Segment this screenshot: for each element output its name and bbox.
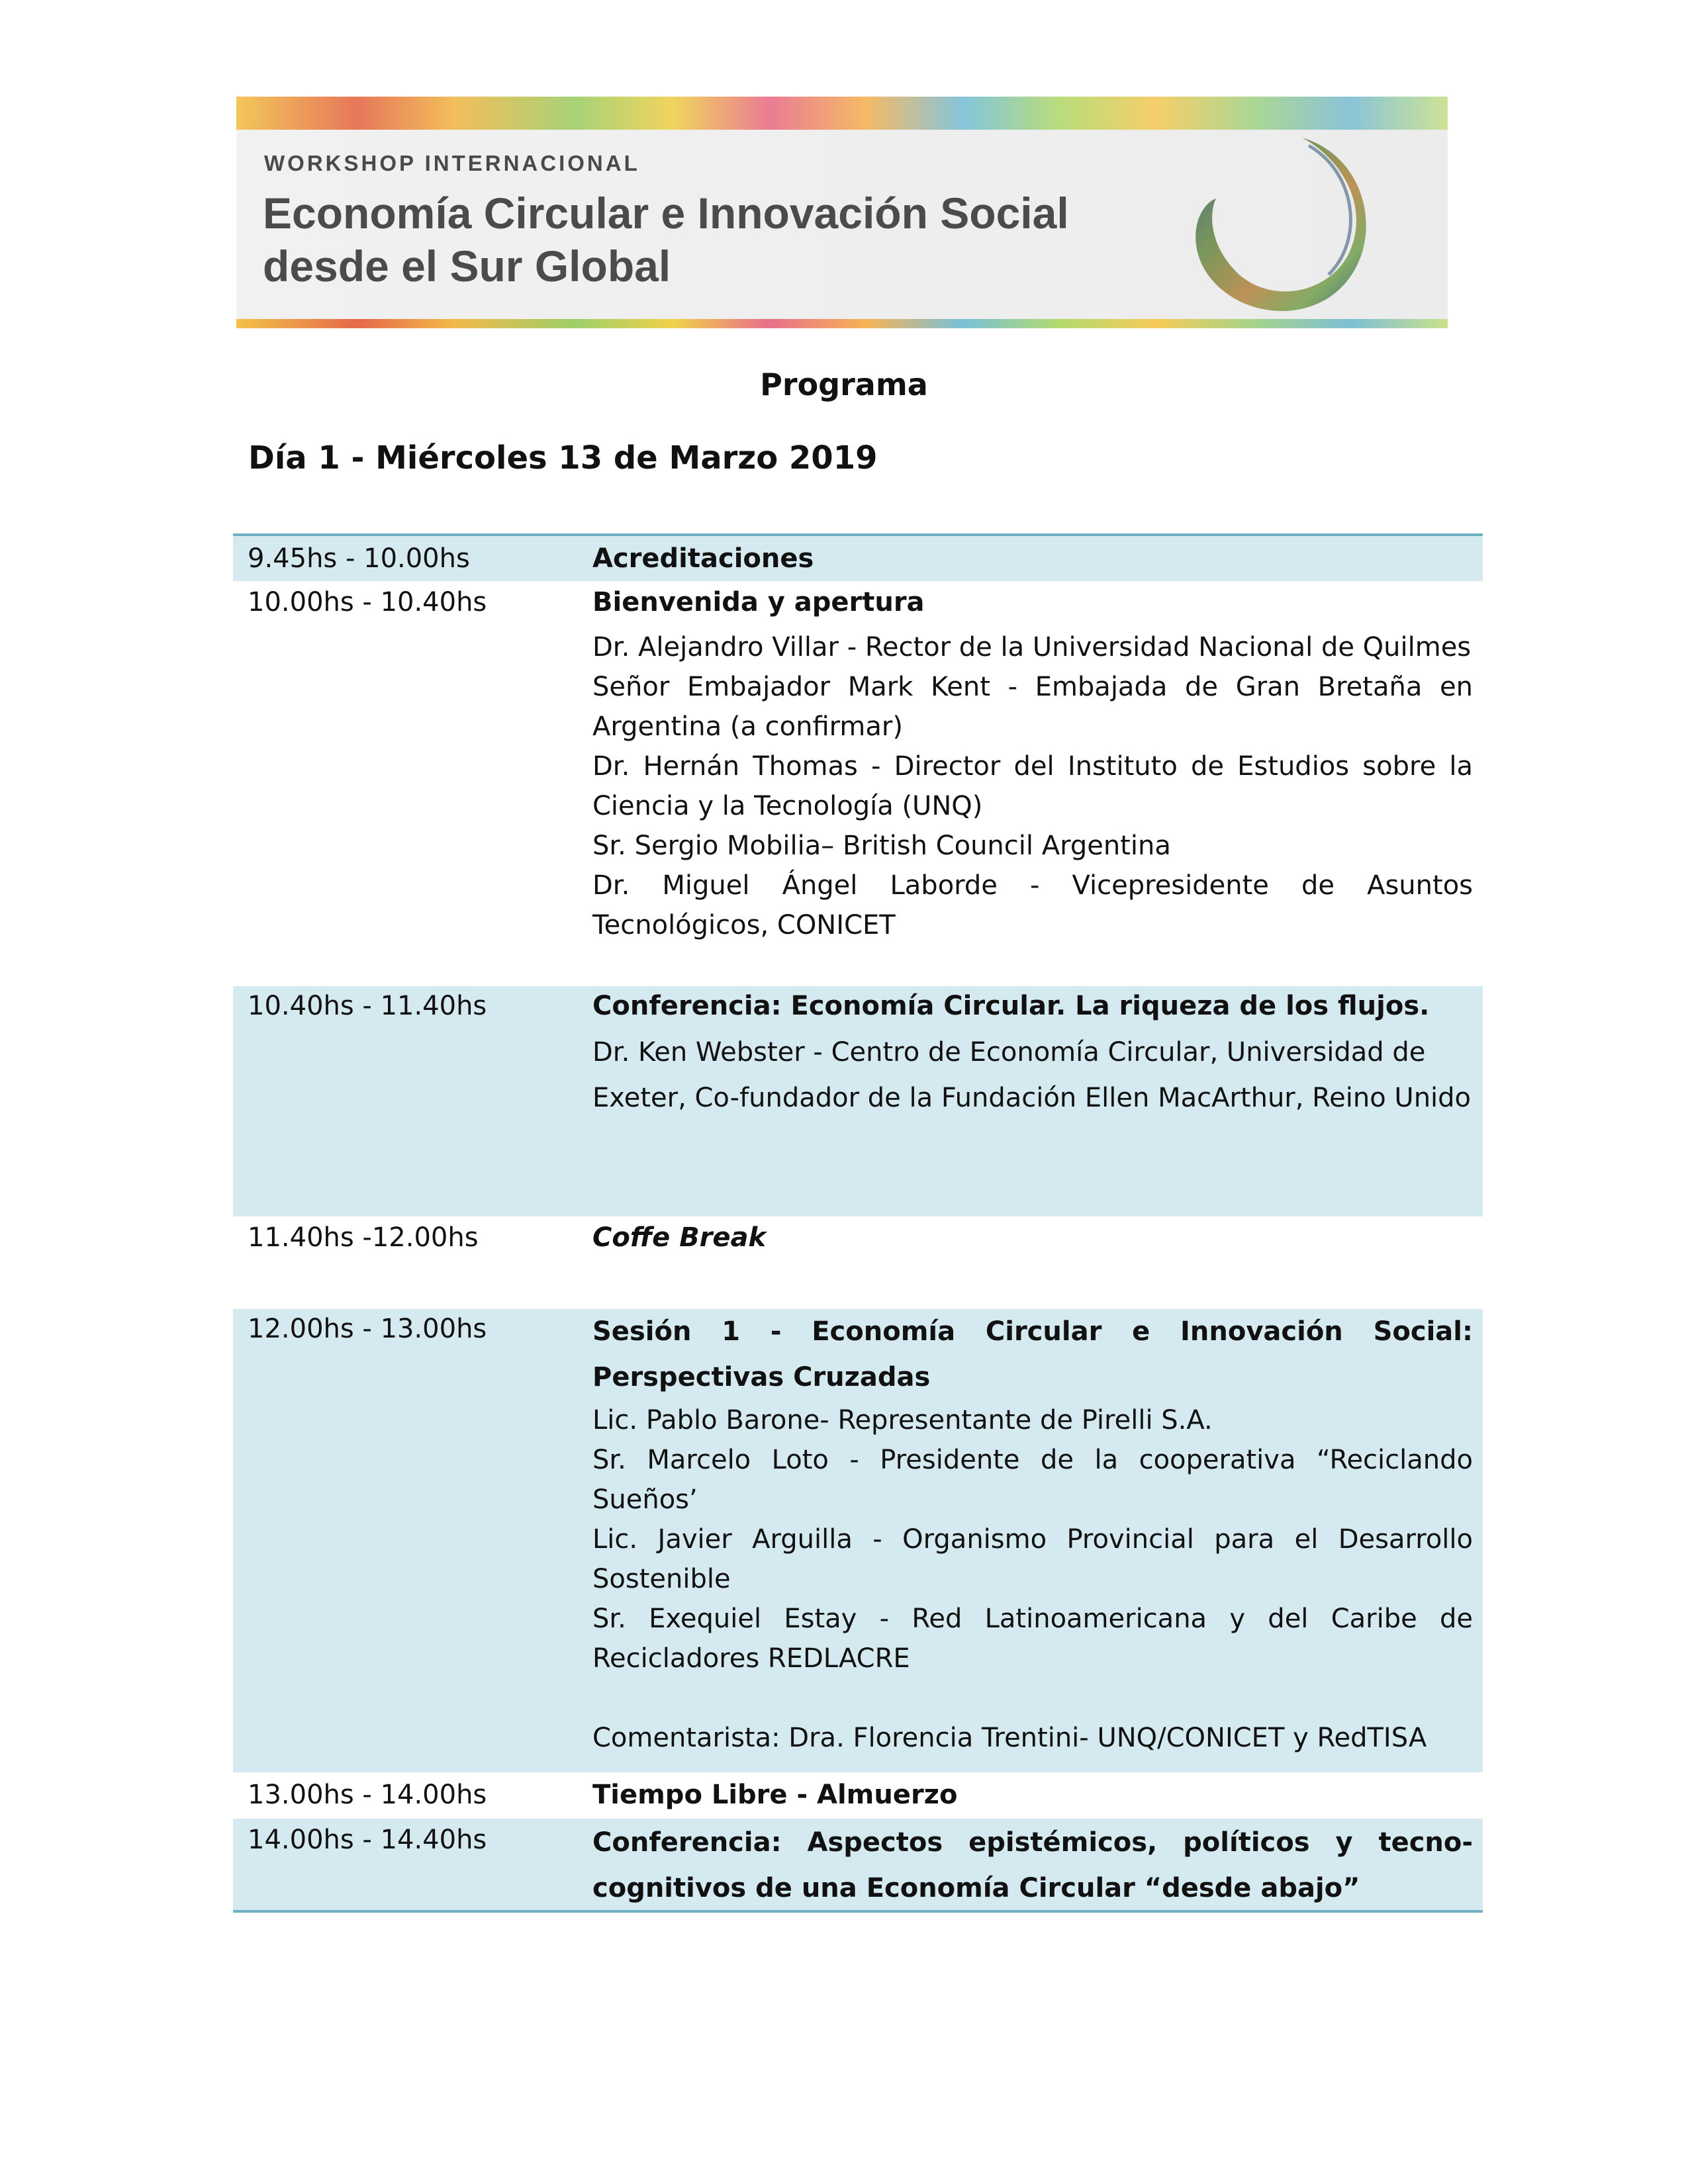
schedule-row-lunch [233,1772,1483,1819]
row-content [592,986,1473,1121]
row-title: Bienvenida y apertura [592,587,925,617]
speaker-line: Señor Embajador Mark Kent - Embajada de Gran Bretaña en Argentina (a confirmar) [592,672,1473,742]
speaker-line: Lic. Javier Arguilla - Organismo Provincial para el Desarrollo Sostenible [592,1524,1473,1594]
schedule-row-keynote-webster [233,986,1483,1216]
schedule-row-accreditation [233,536,1483,581]
row-time: 10.00hs - 10.40hs [248,587,487,617]
row-title: Tiempo Libre - Almuerzo [592,1780,958,1810]
speaker-line: Sr. Marcelo Loto - Presidente de la cooperativa “Reciclando Sueños’ [592,1445,1473,1515]
banner-color-stripe-top [236,97,1448,130]
table-bottom-rule [233,1910,1483,1913]
circular-swirl-logo-icon [1176,132,1395,318]
banner-title-line-1: Economía Circular e Innovación Social [263,189,1069,238]
schedule-row-coffee-break [233,1216,1483,1309]
row-title: Conferencia: Aspectos epistémicos, políticos y tecno-cognitivos de una Economía Circular “desde abajo” [592,1827,1473,1903]
row-title: Acreditaciones [592,543,814,574]
speaker-line: Sr. Exequiel Estay - Red Latinoamericana y del Caribe de Recicladores REDLACRE [592,1604,1473,1674]
schedule-row-welcome [233,581,1483,953]
speaker-line: Lic. Pablo Barone- Representante de Pirelli S.A. [592,1405,1213,1435]
speaker-line: Sr. Sergio Mobilia– British Council Argentina [592,831,1171,861]
banner-color-stripe-bottom [236,319,1448,328]
speaker-line: Dr. Ken Webster - Centro de Economía Circular, Universidad de Exeter, Co-fundador de la Fundación Ellen MacArthur, Reino Unido [592,1037,1472,1113]
row-time: 13.00hs - 14.00hs [248,1780,487,1810]
workshop-banner [236,97,1448,328]
row-content [592,1218,1473,1257]
row-title: Conferencia: Economía Circular. La riqueza de los flujos. [592,991,1430,1021]
banner-kicker: WORKSHOP INTERNACIONAL [264,151,640,175]
speaker-line: Dr. Alejandro Villar - Rector de la Universidad Nacional de Quilmes [592,632,1472,662]
schedule-row-keynote-epistemic [233,1819,1483,1910]
row-content [592,1775,1473,1815]
commentator-line: Comentarista: Dra. Florencia Trentini- UNQ/CONICET y RedTISA [592,1723,1427,1753]
schedule-row-session-1 [233,1309,1483,1772]
row-title: Coffe Break [592,1222,767,1253]
row-content [592,539,1473,578]
spacer [592,1678,1473,1718]
row-content [592,1820,1473,1911]
banner-title-line-2: desde el Sur Global [263,242,671,291]
row-content [592,1309,1473,1758]
day-heading: Día 1 - Miércoles 13 de Marzo 2019 [248,439,878,477]
row-time: 9.45hs - 10.00hs [248,543,470,574]
row-time: 10.40hs - 11.40hs [248,991,487,1021]
speaker-line: Dr. Miguel Ángel Laborde - Vicepresidente de Asuntos Tecnológicos, CONICET [592,870,1473,940]
row-time: 12.00hs - 13.00hs [248,1314,487,1344]
row-time: 14.00hs - 14.40hs [248,1825,487,1855]
speaker-line: Dr. Hernán Thomas - Director del Instituto de Estudios sobre la Ciencia y la Tecnología (UNQ) [592,751,1473,821]
row-content [592,582,1473,945]
page-title: Programa [760,367,928,402]
row-title: Sesión 1 - Economía Circular e Innovación Social: Perspectivas Cruzadas [592,1316,1473,1392]
row-time: 11.40hs -12.00hs [248,1222,479,1253]
